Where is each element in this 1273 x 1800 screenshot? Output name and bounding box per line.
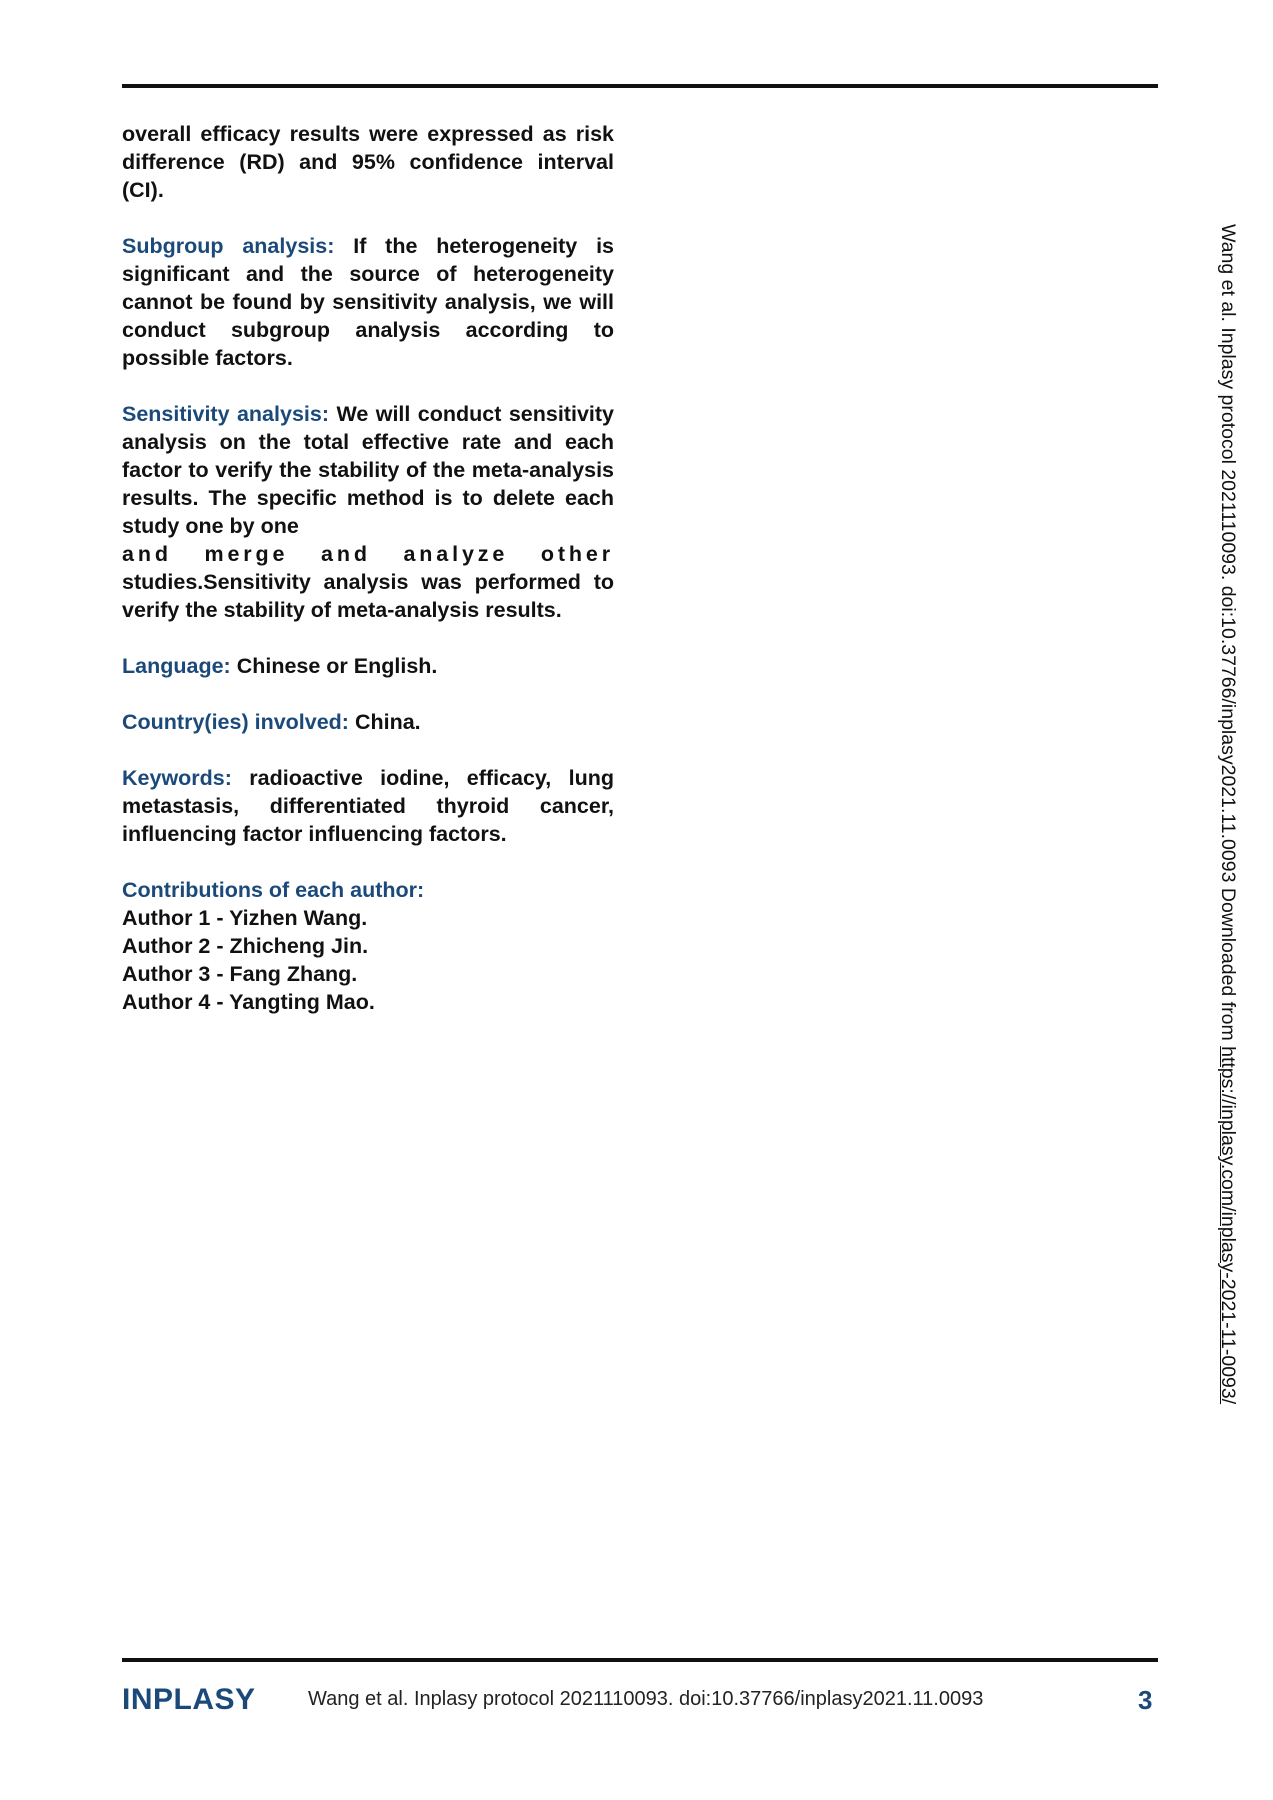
sensitivity-text-c: studies.Sensitivity analysis was performed to verify the stability of meta-analysis results. — [122, 570, 614, 622]
language-text: Chinese or English. — [236, 654, 438, 678]
footer-citation: Wang et al. Inplasy protocol 2021110093. doi:10.37766/inplasy2021.11.0093 — [308, 1688, 984, 1710]
intro-paragraph: overall efficacy results were expressed as risk difference (RD) and 95% confidence interval (CI). — [122, 122, 614, 202]
author-line: Author 2 - Zhicheng Jin. — [122, 934, 369, 958]
author-line: Author 3 - Fang Zhang. — [122, 962, 358, 986]
subgroup-heading: Subgroup analysis: — [122, 234, 335, 258]
inplasy-logo: INPLASY — [122, 1683, 256, 1716]
sensitivity-heading: Sensitivity analysis: — [122, 402, 329, 426]
author-line: Author 4 - Yangting Mao. — [122, 990, 375, 1014]
keywords-paragraph — [122, 764, 614, 848]
language-paragraph — [122, 652, 614, 680]
country-text: China. — [354, 710, 421, 734]
keywords-heading: Keywords: — [122, 766, 232, 790]
subgroup-paragraph — [122, 232, 614, 372]
bottom-rule — [122, 1658, 1158, 1662]
sensitivity-text-b: and merge and analyze other — [122, 542, 614, 566]
side-note-text: Wang et al. Inplasy protocol 2021110093. doi:10.37766/inplasy2021.11.0093 Downloaded from — [1217, 224, 1239, 1041]
subgroup-text: If the heterogeneity is significant and the source of heterogeneity cannot be found by sensitivity analysis, we will conduct subgroup analysis according to possible factors. — [122, 234, 614, 370]
country-paragraph — [122, 708, 614, 736]
author-line: Author 1 - Yizhen Wang. — [122, 906, 368, 930]
language-heading: Language: — [122, 654, 231, 678]
side-download-note — [1216, 224, 1239, 1404]
sensitivity-paragraph — [122, 400, 614, 624]
country-heading: Country(ies) involved: — [122, 710, 349, 734]
keywords-text: radioactive iodine, efficacy, lung metastasis, differentiated thyroid cancer, influencing factor influencing factors. — [122, 766, 614, 846]
contributions-heading: Contributions of each author: — [122, 878, 425, 902]
page-number: 3 — [1138, 1685, 1153, 1715]
side-note-link[interactable]: https://inplasy.com/inplasy-2021-11-0093/ — [1217, 1046, 1239, 1405]
main-column — [122, 120, 614, 1044]
sensitivity-text-a: We will conduct sensitivity analysis on the total effective rate and each factor to verify the stability of the meta-analysis results. The specific method is to delete each study one by one — [122, 402, 614, 538]
contributions-section — [122, 876, 614, 1016]
top-rule — [122, 84, 1158, 88]
